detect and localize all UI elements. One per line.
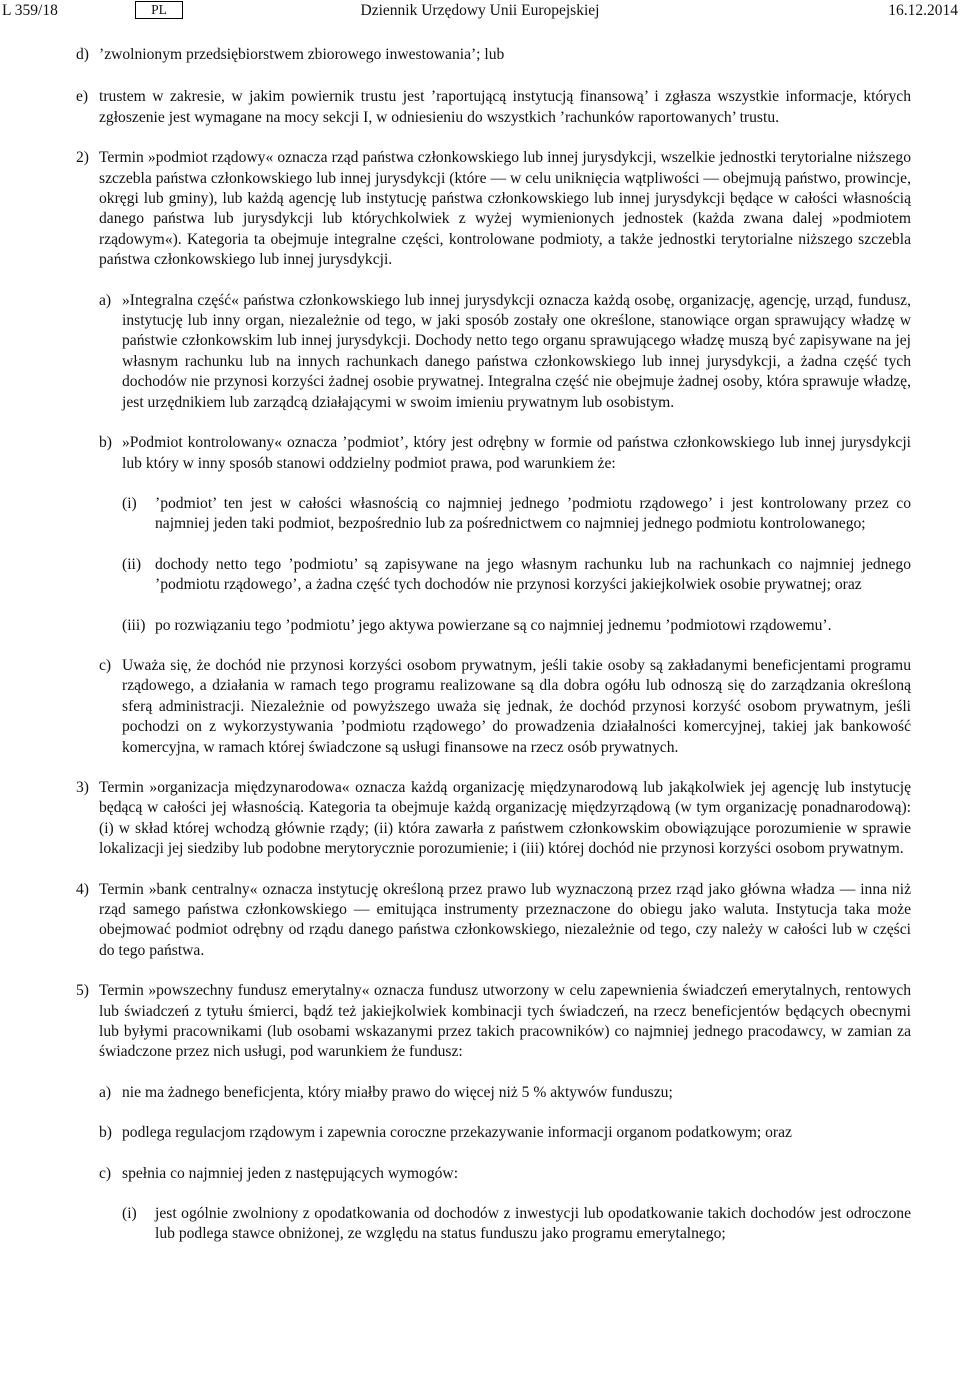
lettered-item: [99, 1083, 911, 1103]
item-content: [122, 291, 911, 413]
item-text: jest ogólnie zwolniony z opodatkowania od dochodów z inwestycji lub opodatkowanie takich dochodów jest odroczone lub podlega stawce obniżonej, ze względu na status funduszu jako programu emerytalnego;: [155, 1205, 911, 1243]
roman-item: [122, 494, 911, 535]
item-label: (i): [122, 1205, 137, 1223]
item-label: d): [76, 46, 89, 63]
journal-title: Dziennik Urzędowy Unii Europejskiej: [360, 2, 600, 19]
item-content: [155, 1204, 911, 1245]
definitions-list: [76, 148, 911, 1245]
item-text: spełnia co najmniej jeden z następujących wymogów:: [122, 1164, 459, 1182]
item-content: [122, 1123, 911, 1143]
page-header: [0, 0, 960, 22]
item-content: [99, 981, 911, 1245]
language-badge: PL: [135, 1, 183, 19]
item-text: nie ma żadnego beneficjenta, który miałby prawo do więcej niż 5 % aktywów funduszu;: [122, 1083, 673, 1101]
item-text: Termin »organizacja międzynarodowa« oznacza każdą organizację międzynarodową lub jakąkolwiek jej agencję lub instytucję będącą w całości jej własnością. Kategoria ta obejmuje każdą organizację międzyrządową (w tym organizację ponadnarodową): (i) w skład której wchodzą głównie rządy; (ii) która zawarła z państwem członkowskim obowiązujące porozumienie w sprawie lokalizacji jej siedziby lub podobne merytorycznie porozumienie; i (iii) której dochód nie przynosi korzyści osobom prywatnym.: [99, 778, 911, 858]
item-content: [99, 778, 911, 860]
lettered-item: [99, 433, 911, 636]
item-text: »Integralna część« państwa członkowskiego lub innej jurysdykcji oznacza każdą osobę, organizację, agencję, urząd, fundusz, instytucję lub inny organ, niezależnie od tego, w jaki sposób zostały one określone, stanowiące organ sprawujący władzę w państwie członkowskim lub innej jurysdykcji. Dochody netto tego organu sprawującego władzę muszą być zapisywane na jej własnym rachunku lub na innych rachunkach danego państwa członkowskiego lub innej jurysdykcji, a żadna część tych dochodów nie przynosi korzyści żadnej osobie prywatnej. Integralna część nie obejmuje żadnej osoby, która sprawuje władzę, jest urzędnikiem lub zarządcą działającymi w swoim imieniu prywatnym lub osobistym.: [122, 291, 911, 411]
item-text: ’zwolnionym przedsiębiorstwem zbiorowego inwestowania’; lub: [99, 46, 505, 63]
lettered-item: [99, 1164, 911, 1245]
item-label: 5): [76, 982, 89, 1000]
page-number: L 359/18: [2, 2, 58, 19]
item-content: [99, 148, 911, 758]
lettered-item: [99, 656, 911, 758]
item-text: ’podmiot’ ten jest w całości własnością co najmniej jednego ’podmiotu rządowego’ i jest kontrolowany przez co najmniej jeden taki podmiot, bezpośrednio lub za pośrednictwem co najmniej jednego podmiotu kontrolowanego;: [155, 494, 911, 533]
item-content: [155, 494, 911, 535]
item-label: 3): [76, 778, 89, 796]
item-text: Termin »powszechny fundusz emerytalny« oznacza fundusz utworzony w celu zapewnienia świadczeń emerytalnych, rentowych lub świadczeń z tytułu śmierci, bądź też jakiejkolwiek kombinacji tych świadczeń, na rzecz beneficjentów będących obecnymi lub byłymi pracownikami (lub osobami wskazanymi przez takich pracowników) co najmniej jednego pracodawcy, w zamian za świadczone przez nich usługi, pod warunkiem że fundusz:: [99, 982, 911, 1061]
list-item-d: [76, 45, 911, 65]
item-text: Termin »podmiot rządowy« oznacza rząd państwa członkowskiego lub innej jurysdykcji, wszelkie jednostki terytorialne niższego szczebla państwa członkowskiego lub innej jurysdykcji (które — w celu uniknięcia wątpliwości — obejmują państwo, prowincje, okręgi lub gminy), lub każdą agencję lub instytucję państwa członkowskiego lub innej jurysdykcji będące w całości własnością danego państwa lub jurysdykcji lub którychkolwiek z wyżej wymienionych jednostek (każda zwana dalej »podmiotem rządowym«). Kategoria ta obejmuje integralne części, kontrolowane podmioty, a także jednostki terytorialne niższego szczebla państwa członkowskiego lub innej jurysdykcji.: [99, 149, 911, 269]
item-content: [155, 616, 911, 636]
item-label: c): [99, 656, 112, 674]
numbered-item: [76, 148, 911, 758]
item-text: po rozwiązaniu tego ’podmiotu’ jego aktywa powierzane są co najmniej jednemu ’podmiotowi rządowemu’.: [155, 616, 832, 634]
item-label: (iii): [122, 616, 146, 634]
item-text: trustem w zakresie, w jakim powiernik trustu jest ’raportującą instytucją finansową’ i zgłasza wszystkie informacje, których zgłoszenie jest wymagane na mocy sekcji I, w odniesieniu do wszystkich ’rachunków raportowanych’ trustu.: [99, 88, 911, 126]
numbered-item: [76, 981, 911, 1245]
item-label: 2): [76, 149, 89, 167]
item-label: (ii): [122, 555, 142, 573]
item-label: e): [76, 88, 89, 106]
roman-item: [122, 616, 911, 636]
item-content: [99, 880, 911, 962]
item-content: [122, 1164, 911, 1245]
item-label: a): [99, 1083, 112, 1101]
publication-date: 16.12.2014: [888, 2, 958, 19]
list-item-e: [76, 87, 911, 128]
roman-item: [122, 1204, 911, 1245]
item-content: [122, 656, 911, 758]
item-label: a): [99, 291, 112, 309]
item-text: dochody netto tego ’podmiotu’ są zapisywane na jego własnym rachunku lub na rachunkach co najmniej jednego ’podmiotu rządowego’, a żadna część tych dochodów nie przynosi korzyści jakiejkolwiek osobie prywatnej; oraz: [155, 555, 911, 594]
roman-item: [122, 555, 911, 596]
numbered-item: [76, 880, 911, 962]
item-label: (i): [122, 494, 137, 512]
numbered-item: [76, 778, 911, 860]
item-content: [122, 1083, 911, 1103]
item-text: »Podmiot kontrolowany« oznacza ’podmiot’, który jest odrębny w formie od państwa członkowskiego lub innej jurysdykcji lub który w inny sposób stanowi oddzielny podmiot prawa, pod warunkiem że:: [122, 434, 911, 472]
lettered-item: [99, 291, 911, 413]
item-text: Uważa się, że dochód nie przynosi korzyści osobom prywatnym, jeśli takie osoby są zakładanymi beneficjentami programu rządowego, a działania w ramach tego programu realizowane są dla dobra ogółu lub odnoszą się do zarządzania określoną sferą administracji. Niezależnie od powyższego uważa się jednak, że dochód przynosi korzyść osobom prywatnym, jeśli pochodzi on z wykorzystywania ’podmiotu rządowego’ do prowadzenia działalności komercyjnej, takiej jak bankowość komercyjna, w ramach której świadczone są usługi finansowe na rzecz osób prywatnych.: [122, 656, 911, 756]
item-content: [122, 433, 911, 636]
item-text: Termin »bank centralny« oznacza instytucję określoną przez prawo lub wyznaczoną przez rząd jako główna władza — inna niż rząd samego państwa członkowskiego — emitująca instrumenty przeznaczone do obiegu jako waluta. Instytucja taka może obejmować podmiot odrębny od rządu danego państwa członkowskiego, niezależnie od tego, czy należy w całości lub w części do tego państwa.: [99, 880, 911, 959]
lettered-item: [99, 1123, 911, 1143]
item-content: [155, 555, 911, 596]
item-label: b): [99, 1124, 112, 1142]
document-body: [76, 45, 911, 1245]
item-label: b): [99, 434, 112, 452]
item-label: c): [99, 1164, 112, 1182]
item-text: podlega regulacjom rządowym i zapewnia coroczne przekazywanie informacji organom podatkowym; oraz: [122, 1124, 792, 1142]
item-label: 4): [76, 880, 89, 898]
